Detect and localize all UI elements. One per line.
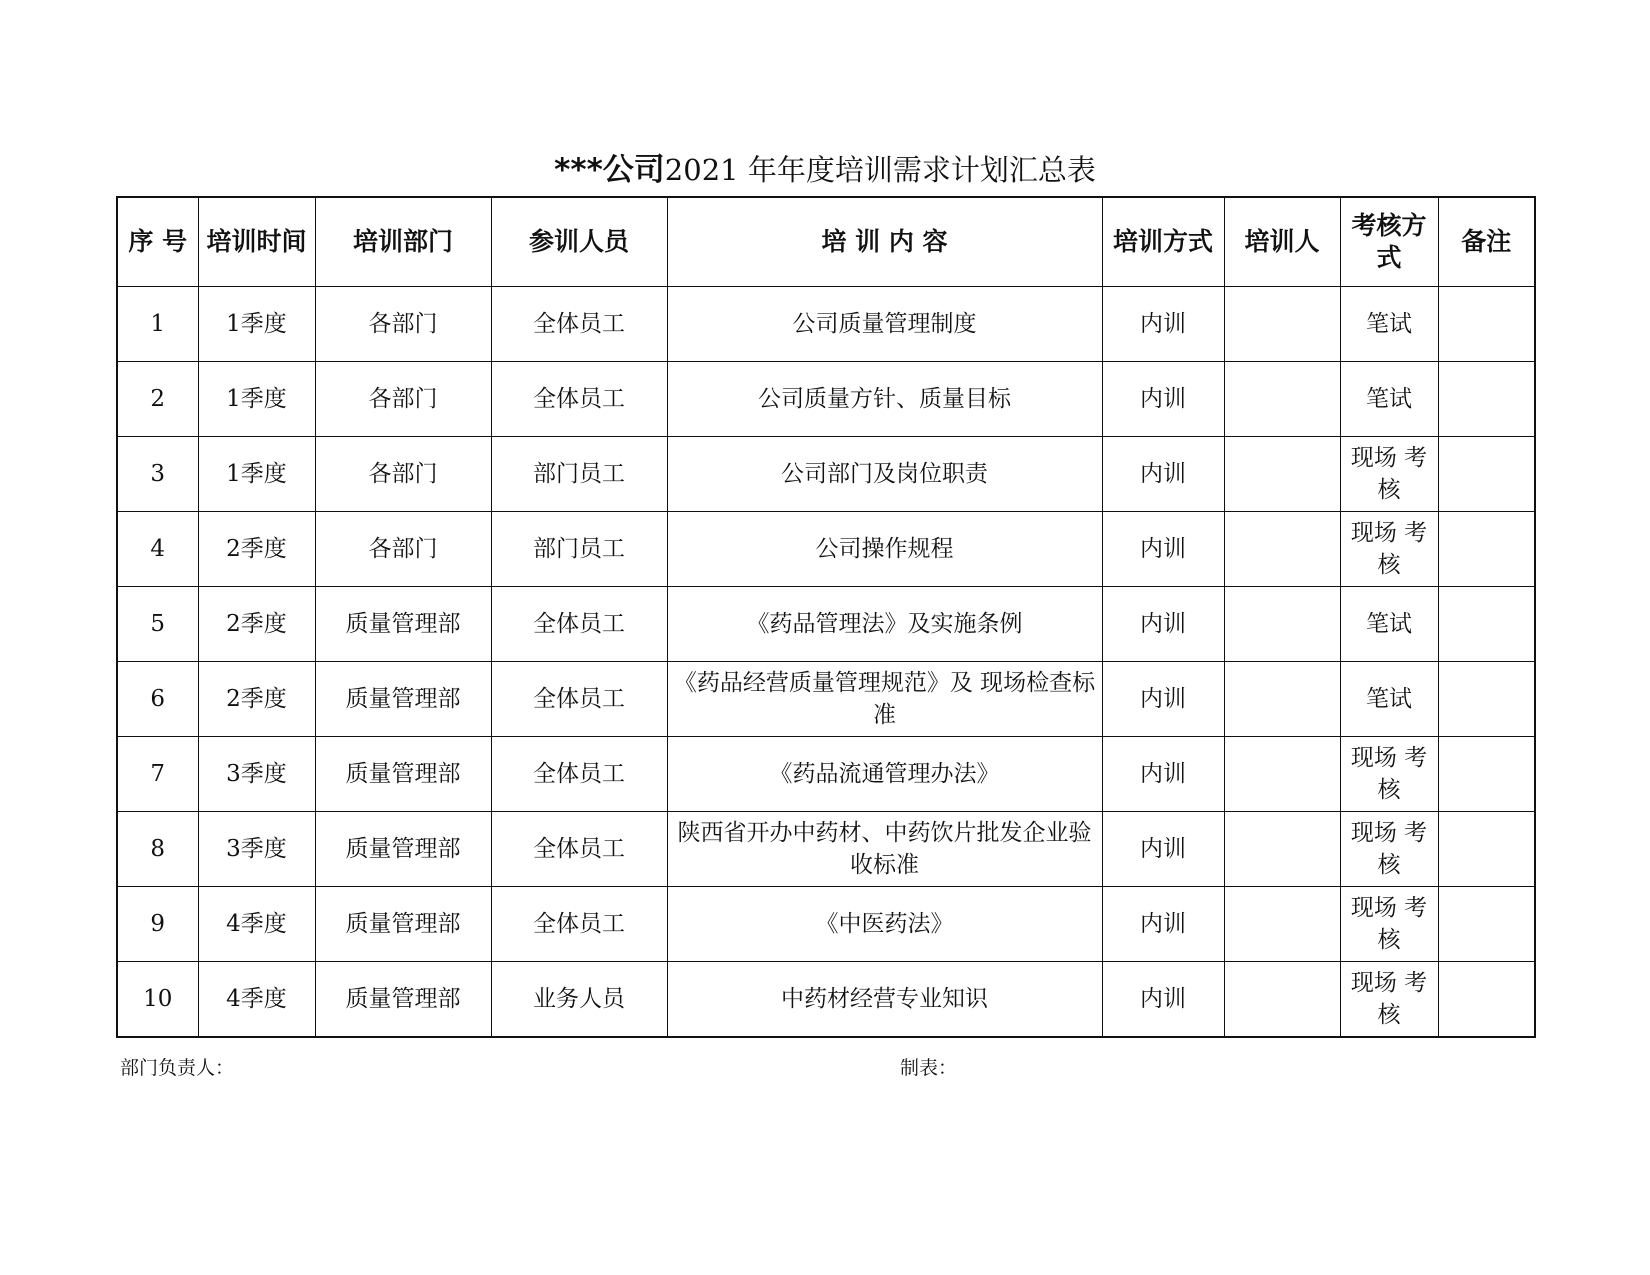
cell-staff: 全体员工 — [491, 587, 667, 662]
cell-staff: 部门员工 — [491, 512, 667, 587]
cell-trainer — [1224, 587, 1340, 662]
cell-dept: 质量管理部 — [315, 587, 491, 662]
cell-remark — [1438, 587, 1535, 662]
cell-method: 内训 — [1102, 287, 1224, 362]
cell-trainer — [1224, 962, 1340, 1038]
table-row — [117, 962, 1535, 1038]
cell-no: 2 — [117, 362, 198, 437]
table-row — [117, 662, 1535, 737]
table-row — [117, 512, 1535, 587]
cell-content: 公司质量管理制度 — [667, 287, 1102, 362]
cell-method: 内训 — [1102, 437, 1224, 512]
cell-no: 6 — [117, 662, 198, 737]
table-row — [117, 362, 1535, 437]
footer-prepared-by: 制表： — [900, 1057, 958, 1079]
cell-time: 4季度 — [198, 887, 315, 962]
cell-assess: 笔试 — [1340, 662, 1438, 737]
cell-trainer — [1224, 887, 1340, 962]
cell-remark — [1438, 887, 1535, 962]
cell-trainer — [1224, 737, 1340, 812]
cell-dept: 各部门 — [315, 512, 491, 587]
cell-content: 公司部门及岗位职责 — [667, 437, 1102, 512]
title-company: ***公司 — [554, 152, 665, 188]
table-row — [117, 287, 1535, 362]
cell-staff: 业务人员 — [491, 962, 667, 1038]
table-row — [117, 587, 1535, 662]
header-trainer: 培训人 — [1224, 197, 1340, 287]
cell-time: 2季度 — [198, 662, 315, 737]
cell-no: 4 — [117, 512, 198, 587]
title-text: 2021 年年度培训需求计划汇总表 — [664, 153, 1096, 187]
cell-no: 9 — [117, 887, 198, 962]
cell-remark — [1438, 362, 1535, 437]
cell-staff: 全体员工 — [491, 887, 667, 962]
header-content: 培 训 内 容 — [667, 197, 1102, 287]
cell-time: 3季度 — [198, 737, 315, 812]
cell-trainer — [1224, 512, 1340, 587]
cell-method: 内训 — [1102, 587, 1224, 662]
cell-no: 5 — [117, 587, 198, 662]
cell-no: 3 — [117, 437, 198, 512]
cell-staff: 全体员工 — [491, 287, 667, 362]
cell-staff: 全体员工 — [491, 362, 667, 437]
cell-assess: 现场 考核 — [1340, 437, 1438, 512]
header-dept: 培训部门 — [315, 197, 491, 287]
cell-content: 《药品流通管理办法》 — [667, 737, 1102, 812]
cell-assess: 现场 考核 — [1340, 887, 1438, 962]
cell-dept: 质量管理部 — [315, 812, 491, 887]
footer-dept-head: 部门负责人： — [120, 1057, 235, 1079]
cell-content: 《中医药法》 — [667, 887, 1102, 962]
cell-remark — [1438, 737, 1535, 812]
cell-time: 1季度 — [198, 287, 315, 362]
header-row — [117, 197, 1535, 287]
header-staff: 参训人员 — [491, 197, 667, 287]
table-row — [117, 737, 1535, 812]
cell-trainer — [1224, 362, 1340, 437]
cell-remark — [1438, 962, 1535, 1038]
cell-no: 10 — [117, 962, 198, 1038]
cell-content: 公司操作规程 — [667, 512, 1102, 587]
cell-assess: 笔试 — [1340, 587, 1438, 662]
cell-method: 内训 — [1102, 662, 1224, 737]
document-title — [116, 148, 1534, 192]
cell-staff: 全体员工 — [491, 662, 667, 737]
cell-content: 中药材经营专业知识 — [667, 962, 1102, 1038]
cell-remark — [1438, 662, 1535, 737]
cell-content: 《药品经营质量管理规范》及 现场检查标准 — [667, 662, 1102, 737]
cell-time: 2季度 — [198, 512, 315, 587]
table-row — [117, 887, 1535, 962]
cell-dept: 质量管理部 — [315, 962, 491, 1038]
header-remark: 备注 — [1438, 197, 1535, 287]
cell-trainer — [1224, 437, 1340, 512]
cell-method: 内训 — [1102, 812, 1224, 887]
cell-method: 内训 — [1102, 362, 1224, 437]
cell-remark — [1438, 437, 1535, 512]
cell-method: 内训 — [1102, 887, 1224, 962]
cell-content: 陕西省开办中药材、中药饮片批发企业验收标准 — [667, 812, 1102, 887]
header-time: 培训时间 — [198, 197, 315, 287]
cell-assess: 现场 考核 — [1340, 512, 1438, 587]
cell-no: 7 — [117, 737, 198, 812]
table-row — [117, 437, 1535, 512]
cell-content: 公司质量方针、质量目标 — [667, 362, 1102, 437]
cell-staff: 全体员工 — [491, 812, 667, 887]
cell-method: 内训 — [1102, 962, 1224, 1038]
cell-trainer — [1224, 812, 1340, 887]
cell-dept: 质量管理部 — [315, 662, 491, 737]
cell-remark — [1438, 512, 1535, 587]
header-assess: 考核方式 — [1340, 197, 1438, 287]
cell-no: 1 — [117, 287, 198, 362]
cell-dept: 质量管理部 — [315, 887, 491, 962]
cell-dept: 质量管理部 — [315, 737, 491, 812]
cell-dept: 各部门 — [315, 437, 491, 512]
cell-time: 1季度 — [198, 362, 315, 437]
cell-time: 2季度 — [198, 587, 315, 662]
cell-assess: 笔试 — [1340, 362, 1438, 437]
cell-staff: 全体员工 — [491, 737, 667, 812]
table-row — [117, 812, 1535, 887]
cell-dept: 各部门 — [315, 287, 491, 362]
header-no: 序 号 — [117, 197, 198, 287]
cell-dept: 各部门 — [315, 362, 491, 437]
training-plan-table — [116, 196, 1536, 1038]
cell-remark — [1438, 287, 1535, 362]
cell-assess: 现场 考核 — [1340, 812, 1438, 887]
cell-assess: 现场 考核 — [1340, 962, 1438, 1038]
cell-no: 8 — [117, 812, 198, 887]
cell-time: 1季度 — [198, 437, 315, 512]
header-method: 培训方式 — [1102, 197, 1224, 287]
cell-method: 内训 — [1102, 512, 1224, 587]
cell-remark — [1438, 812, 1535, 887]
cell-time: 3季度 — [198, 812, 315, 887]
cell-staff: 部门员工 — [491, 437, 667, 512]
cell-time: 4季度 — [198, 962, 315, 1038]
cell-assess: 现场 考核 — [1340, 737, 1438, 812]
cell-assess: 笔试 — [1340, 287, 1438, 362]
cell-content: 《药品管理法》及实施条例 — [667, 587, 1102, 662]
cell-trainer — [1224, 287, 1340, 362]
cell-trainer — [1224, 662, 1340, 737]
cell-method: 内训 — [1102, 737, 1224, 812]
